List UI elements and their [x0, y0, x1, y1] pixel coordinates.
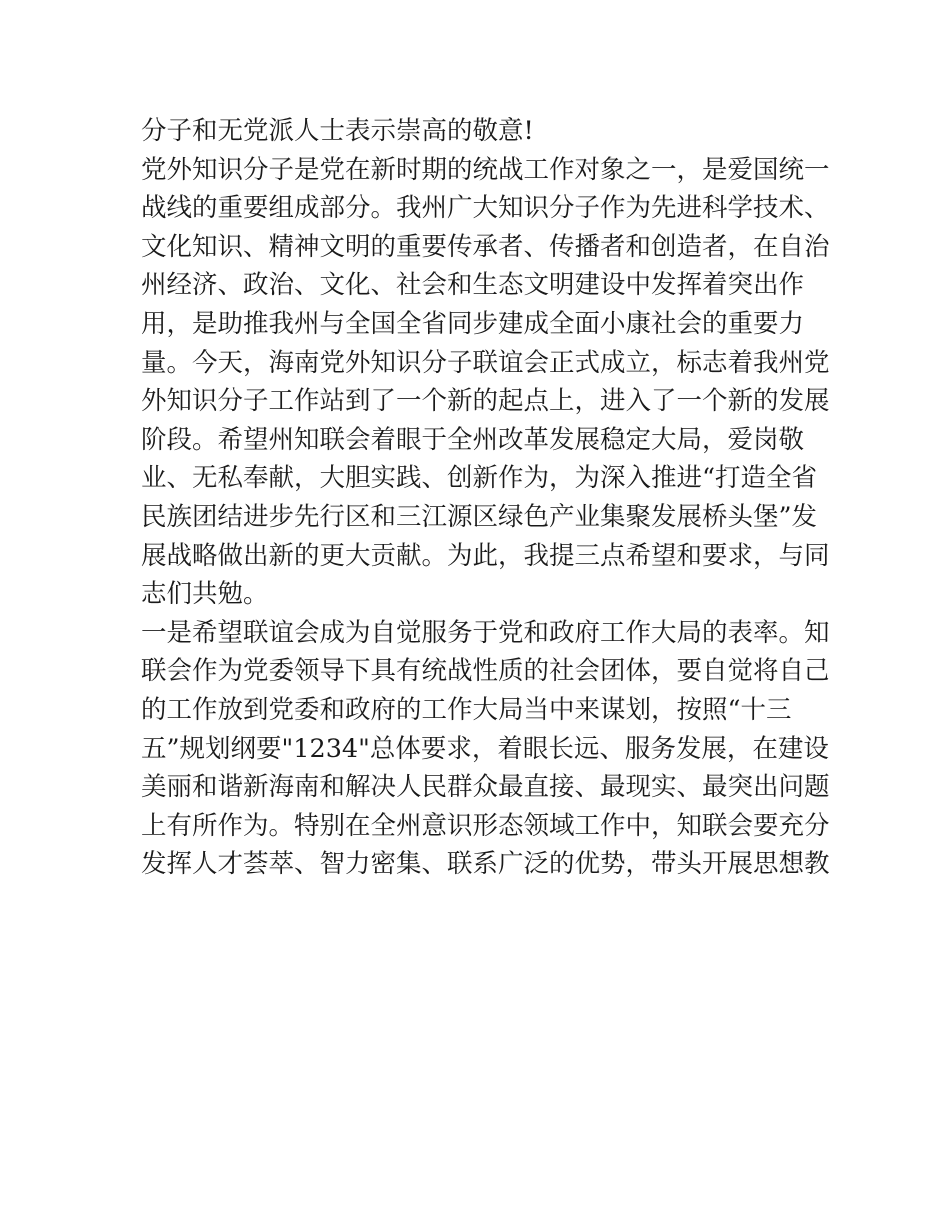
text-line: 上有所作为。特别在全州意识形态领域工作中，知联会要充分 — [141, 810, 830, 841]
text-line: 分子和无党派人士表示崇高的敬意! — [141, 116, 534, 146]
body-text — [141, 112, 830, 884]
text-line: 一是希望联谊会成为自觉服务于党和政府工作大局的表率。知 — [141, 617, 830, 648]
text-line: 阶段。希望州知联会着眼于全州改革发展稳定大局，爱岗敬 — [141, 424, 805, 455]
text-line: 战线的重要组成部分。我州广大知识分子作为先进科学技术、 — [141, 193, 830, 224]
text-line: 外知识分子工作站到了一个新的起点上，进入了一个新的发展 — [141, 386, 830, 417]
text-line: 用，是助推我州与全国全省同步建成全面小康社会的重要力 — [141, 308, 805, 339]
text-line: 党外知识分子是党在新时期的统战工作对象之一，是爱国统一 — [141, 154, 830, 185]
text-line: 五”规划纲要"1234"总体要求，着眼长远、服务发展，在建设 — [141, 733, 829, 764]
text-line: 民族团结进步先行区和三江源区绿色产业集聚发展桥头堡”发 — [141, 501, 818, 532]
text-line: 州经济、政治、文化、社会和生态文明建设中发挥着突出作 — [141, 270, 805, 301]
text-line: 的工作放到党委和政府的工作大局当中来谋划，按照“十三 — [141, 694, 792, 725]
text-line: 量。今天，海南党外知识分子联谊会正式成立，标志着我州党 — [141, 347, 830, 378]
text-line: 美丽和谐新海南和解决人民群众最直接、最现实、最突出问题 — [141, 772, 830, 803]
text-line: 联会作为党委领导下具有统战性质的社会团体，要自觉将自己 — [141, 656, 830, 687]
text-line: 业、无私奉献，大胆实践、创新作为，为深入推进“打造全省 — [141, 463, 818, 494]
text-line: 发挥人才荟萃、智力密集、联系广泛的优势，带头开展思想教 — [141, 849, 830, 880]
text-line: 展战略做出新的更大贡献。为此，我提三点希望和要求，与同 — [141, 540, 830, 571]
text-line: 志们共勉。 — [141, 579, 269, 610]
text-line: 文化知识、精神文明的重要传承者、传播者和创造者，在自治 — [141, 231, 830, 262]
